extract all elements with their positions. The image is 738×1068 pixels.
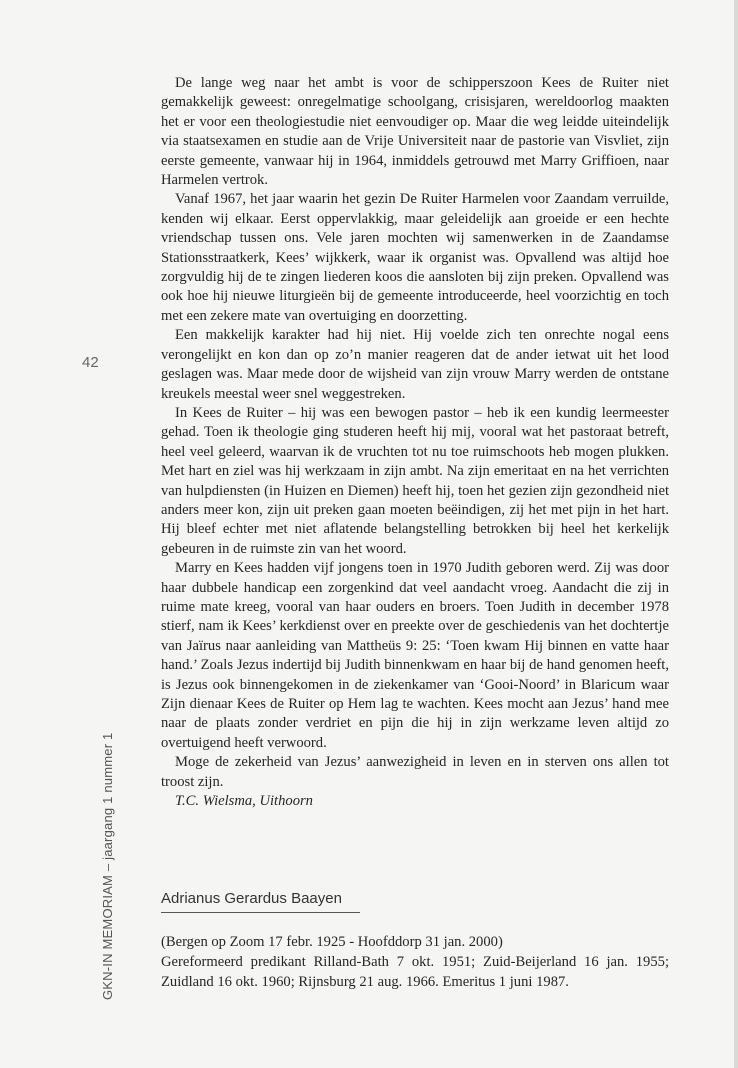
paragraph: Een makkelijk karakter had hij niet. Hij voelde zich ten onrechte nogal eens verongelijkt en kon dan op zo’n manier reageren dat de ander ietwat uit het lood geslagen was. Maar mede door de wijsheid van zijn vrouw Marry werden de ontstane kreukels meestal weer snel weggestreken. [161, 327, 669, 402]
bio-career: Gereformeerd predikant Rilland-Bath 7 okt. 1951; Zuid-Beijerland 16 jan. 1955; Zuidland 16 okt. 1960; Rijnsburg 21 aug. 1966. Emeritus 1 juni 1987. [161, 954, 669, 990]
article-body [161, 74, 669, 811]
heading-underline [161, 912, 360, 913]
page-edge [734, 0, 738, 1068]
bio-dates: (Bergen op Zoom 17 febr. 1925 - Hoofddorp 31 jan. 2000) [161, 934, 503, 950]
section-heading: Adrianus Gerardus Baayen [161, 890, 342, 907]
paragraph: Vanaf 1967, het jaar waarin het gezin De Ruiter Harmelen voor Zaandam verruilde, kenden wij elkaar. Eerst oppervlakkig, maar geleidelijk aan groeide er een hechte vriendschap tussen ons. Vele jaren mochten wij samenwerken in de Zaandamse Stationsstraatkerk, Kees’ wijkkerk, waar ik organist was. Opvallend was altijd hoe zorgvuldig hij de te zingen liederen koos die aansloten bij zijn preken. Opvallend was ook hoe hij nieuwe liturgieën bij de gemeente introduceerde, heel voorzichtig en toch met een zekere mate van overtuiging en doorzetting. [161, 191, 669, 324]
page-number: 42 [82, 354, 99, 371]
author-signature: T.C. Wielsma, Uithoorn [175, 793, 313, 810]
running-footer-vertical: GKN-IN MEMORIAM – jaargang 1 nummer 1 [100, 732, 115, 1000]
paragraph: Moge de zekerheid van Jezus’ aanwezigheid in leven en in sterven ons allen tot troost zijn. [161, 754, 669, 790]
biography [161, 932, 669, 992]
paragraph: Marry en Kees hadden vijf jongens toen in 1970 Judith geboren werd. Zij was door haar dubbele handicap een zorgenkind dat veel aandacht vroeg. Aandacht die zij in ruime mate kreeg, vooral van haar ouders en broers. Toen Judith in december 1978 stierf, nam ik Kees’ kerkdienst over en preekte over de geschiedenis van het dochtertje van Jaïrus naar aanleiding van Mattheüs 9: 25: ‘Toen kwam Hij binnen en vatte haar hand.’ Zoals Jezus indertijd bij Judith binnenkwam en haar bij de hand genomen heeft, is Jezus ook binnengekomen in de ziekenkamer van ‘Gooi-Noord’ in Blaricum waar Zijn dienaar Kees de Ruiter op Hem lag te wachten. Kees mocht aan Jezus’ hand mee naar de plaats zonder verdriet en pijn die hij in zijn werkzame leven altijd zo overtuigend heeft verwoord. [161, 560, 669, 751]
paragraph: In Kees de Ruiter – hij was een bewogen pastor – heb ik een kundig leermeester gehad. Toen ik theologie ging studeren heeft hij mij, vooral wat het pastoraat betreft, heel veel geleerd, waarvan ik de vruchten tot nu toe ruimschoots heb mogen plukken. Met hart en ziel was hij werkzaam in zijn ambt. Na zijn emeritaat en na het verrichten van hulpdiensten (in Huizen en Diemen) heeft hij, toen het gezien zijn gezondheid niet anders meer kon, zijn uit preken gaan moeten beëindigen, zij het met pijn in het hart. Hij bleef echter met niet aflatende belangstelling betrokken bij heel het kerkelijk gebeuren in de ruimste zin van het woord. [161, 404, 669, 557]
paragraph: De lange weg naar het ambt is voor de schipperszoon Kees de Ruiter niet gemakkelijk geweest: onregelmatige schoolgang, crisisjaren, wereldoorlog maakten het er voor een theologiestudie niet eenvoudiger op. Maar die weg leidde uiteindelijk via staatsexamen en studie aan de Vrije Universiteit naar de pastorie van Visvliet, zijn eerste gemeente, vanwaar hij in 1964, inmiddels getrouwd met Marry Griffioen, naar Harmelen vertrok. [161, 75, 669, 189]
